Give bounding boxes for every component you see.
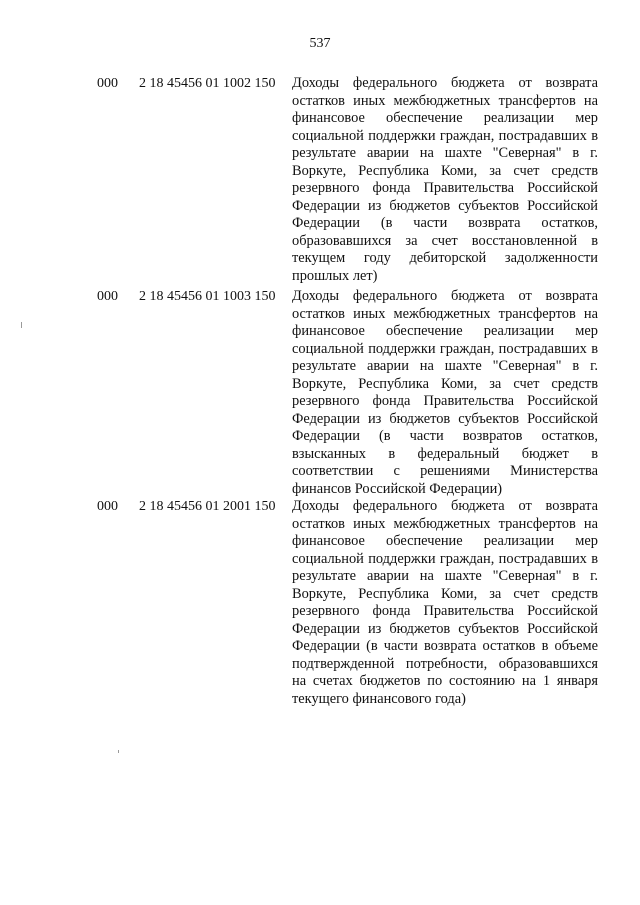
page-number: 537 — [309, 36, 331, 51]
scan-speck — [118, 750, 119, 753]
admin-code: 000 — [97, 289, 118, 304]
income-description: Доходы федерального бюджета от возврата остатков иных межбюджетных трансфертов на финансовое обеспечение реализации мер социальной поддержки граждан, пострадавших в результате аварии на шахте "Северная" в г. Воркуте, Республика Коми, за счет средств резервного фонда Правительства Российской Федерации из бюджетов субъектов Российской Федерации (в части возврата остатков, образовавшихся за счет восстановленной в текущем году дебиторской задолженности прошлых лет) — [292, 75, 598, 284]
income-description: Доходы федерального бюджета от возврата остатков иных межбюджетных трансфертов на финансовое обеспечение реализации мер социальной поддержки граждан, пострадавших в результате аварии на шахте "Северная" в г. Воркуте, Республика Коми, за счет средств резервного фонда Правительства Российской Федерации из бюджетов субъектов Российской Федерации (в части возврата остатков в объеме подтвержденной потребности, образовавшихся на счетах бюджетов по состоянию на 1 января текущего финансового года) — [292, 498, 598, 707]
admin-code: 000 — [97, 76, 118, 91]
scan-speck — [21, 322, 22, 328]
income-description: Доходы федерального бюджета от возврата остатков иных межбюджетных трансфертов на финансовое обеспечение реализации мер социальной поддержки граждан, пострадавших в результате аварии на шахте "Северная" в г. Воркуте, Республика Коми, за счет средств резервного фонда Правительства Российской Федерации из бюджетов субъектов Российской Федерации (в части возвратов остатков, взысканных в федеральный бюджет в соответствии с решениями Министерства финансов Российской Федерации) — [292, 288, 598, 497]
admin-code: 000 — [97, 499, 118, 514]
budget-classification-code: 2 18 45456 01 1003 150 — [139, 289, 276, 304]
budget-classification-code: 2 18 45456 01 1002 150 — [139, 76, 276, 91]
budget-classification-code: 2 18 45456 01 2001 150 — [139, 499, 276, 514]
